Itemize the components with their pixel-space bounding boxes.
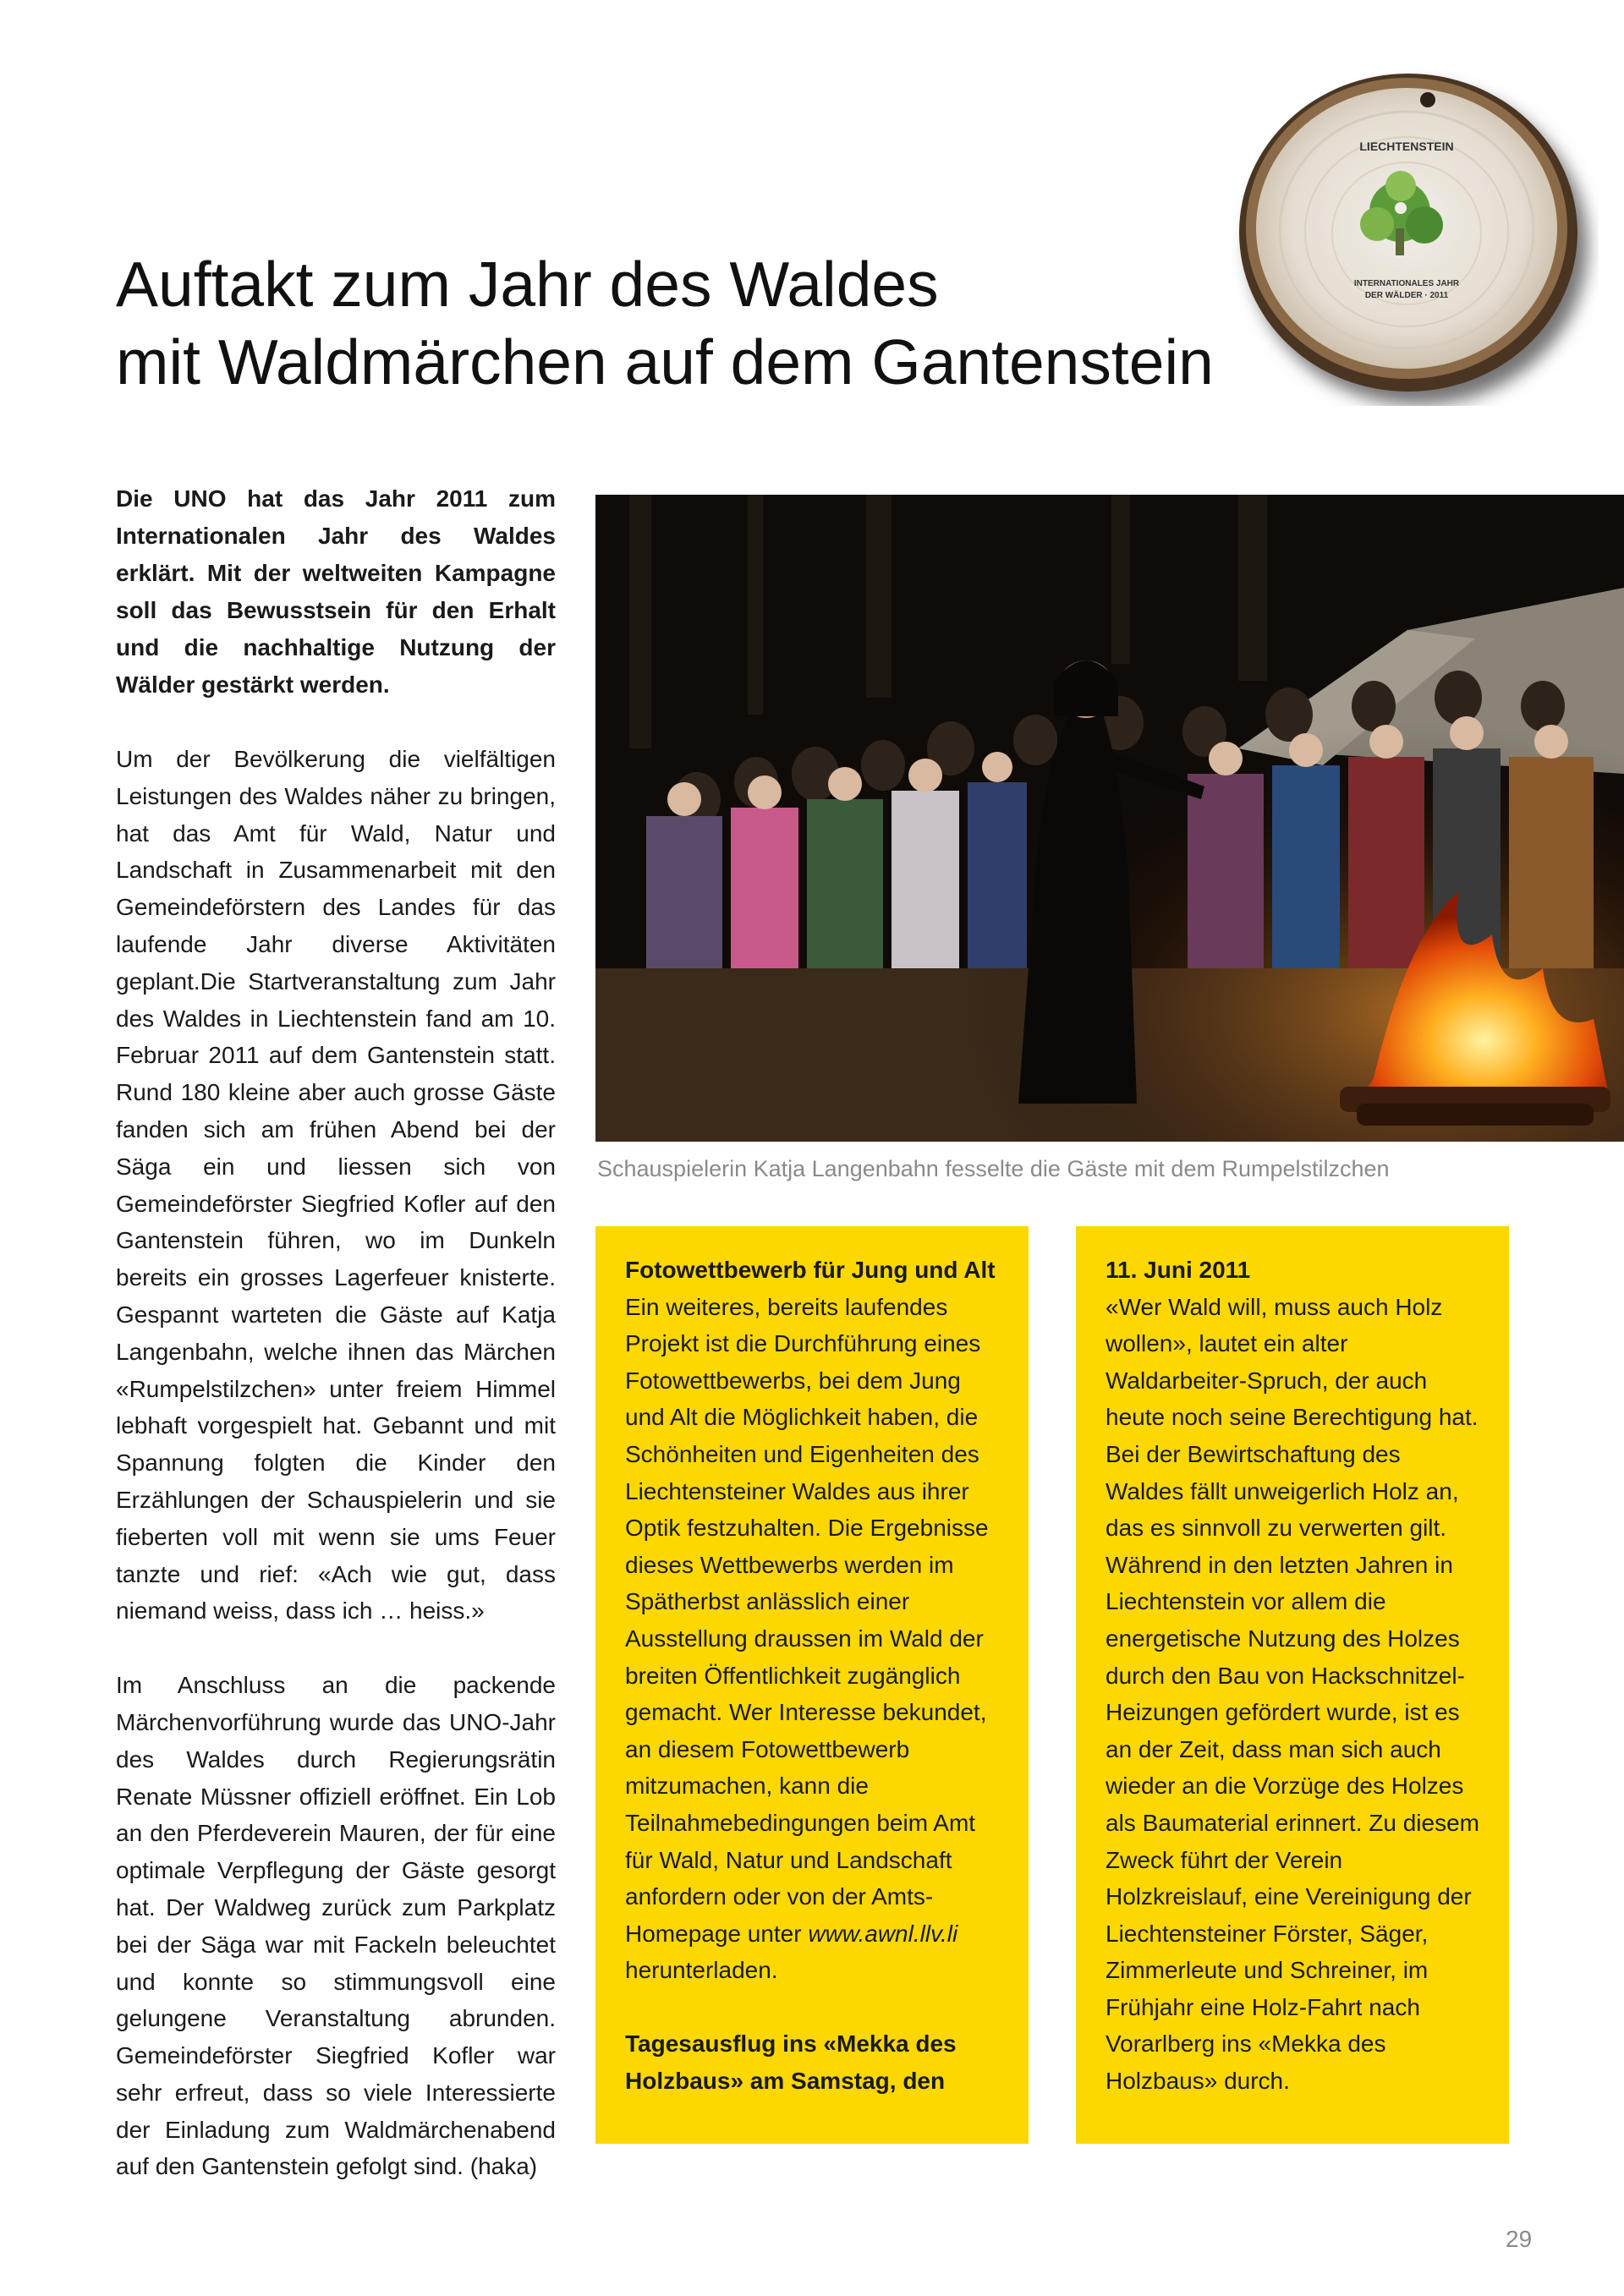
event-photo <box>595 495 1624 1142</box>
article-title <box>116 245 1300 401</box>
box2-heading: 11. Juni 2011 <box>1106 1257 1251 1283</box>
box1-heading-2: Tagesausflug ins «Mekka des Holzbaus» am Samstag, den <box>625 2030 957 2095</box>
title-line-2: mit Waldmärchen auf dem Gantenstein <box>116 326 1214 397</box>
box1-heading: Fotowettbewerb für Jung und Alt <box>625 1257 996 1283</box>
campfire-scene-image <box>595 495 1624 1142</box>
svg-text:INTERNATIONALES JAHR: INTERNATIONALES JAHR <box>1353 279 1460 288</box>
box1-body <box>625 1289 1003 1989</box>
svg-text:DER WÄLDER · 2011: DER WÄLDER · 2011 <box>1364 291 1449 300</box>
body-paragraph-2: Im Anschluss an die packende Märchenvorführung wurde das UNO-Jahr des Waldes durch Regierungsrätin Renate Müssner offiziell eröffnet. Ein Lob an den Pferdeverein Mauren, der für eine optimale Verpflegung der Gäste gesorgt hat. Der Waldweg zurück zum Parkplatz bei der Säga war mit Fackeln beleuchtet und konnte so stimmungsvoll eine gelungene Veranstaltung abrunden. Gemeindeförster Siegfried Kofler war sehr erfreut, dass so viele Interessierte der Einladung zum Waldmärchenabend auf den Gantenstein gefolgt sind. (haka) <box>116 1672 556 2180</box>
page-number: 29 <box>1506 2226 1533 2252</box>
title-line-1: Auftakt zum Jahr des Waldes <box>116 249 939 320</box>
body-paragraph-1: Um der Bevölkerung die vielfältigen Leistungen des Waldes näher zu bringen, hat das Amt für Wald, Natur und Landschaft in Zusammenarbeit mit den Gemeindeförstern des Landes für das laufende Jahr diverse Aktivitäten geplant.Die Startveranstaltung zum Jahr des Waldes in Liechtenstein fand am 10. Februar 2011 auf dem Gantenstein statt. Rund 180 kleine aber auch grosse Gäste fanden sich am frühen Abend bei der Säga ein und liessen sich von Gemeindeförster Siegfried Kofler auf den Gantenstein führen, wo im Dunkeln bereits ein grosses Lagerfeuer knisterte. Gespannt warteten die Gäste auf Katja Langenbahn, welche ihnen das Märchen «Rumpelstilzchen» unter freiem Himmel lebhaft vorgespielt hat. Gebannt und mit Spannung folgten die Kinder den Erzählungen der Schauspielerin und sie fieberten voll mit wenn sie ums Feuer tanzte und rief: «Ach wie gut, dass niemand weiss, dass ich … heiss.» <box>116 746 556 1625</box>
box2-body: «Wer Wald will, muss auch Holz wollen», lautet ein alter Waldarbeiter-Spruch, der auch heute noch seine Berechtigung hat. Bei der Bewirtschaftung des Waldes fällt unweigerlich Holz an, das es sinnvoll zu verwerten gilt. Während in den letzten Jahren in Liechtenstein vor allem die energetische Nutzung des Holzes durch den Bau von Hackschnitzel-Heizungen gefördert wurde, ist es an der Zeit, dass man sich auch wieder an die Vorzüge des Holzes als Baumaterial erinnert. Zu diesem Zweck führt der Verein Holzkreislauf, eine Vereinigung der Liechtensteiner Förster, Säger, Zimmerleute und Schreiner, im Frühjahr eine Holz-Fahrt nach Vorarlberg ins «Mekka des Holzbaus» durch. <box>1106 1293 1479 2095</box>
box1-body-text: Ein weiteres, bereits laufendes Projekt ist die Durchführung eines Fotowettbewerbs, bei dem Jung und Alt die Möglichkeit haben, die Schönheiten und Eigenheiten des Liechtensteiner Waldes aus ihrer Optik festzuhalten. Die Ergebnisse dieses Wettbewerbs werden im Spätherbst anlässlich einer Ausstellung draussen im Wald der breiten Öffentlichkeit zugänglich gemacht. Wer Interesse bekundet, an diesem Fotowettbewerb mitzumachen, kann die Teilnahmebedingungen beim Amt für Wald, Natur und Landschaft anfordern oder von der Amts-Homepage unter <box>625 1293 989 1947</box>
lead-paragraph: Die UNO hat das Jahr 2011 zum Internationalen Jahr des Waldes erklärt. Mit der weltweiten Kampagne soll das Bewusstsein für den Erhalt und die nachhaltige Nutzung der Wälder gestärkt werden. <box>116 485 556 698</box>
svg-text:LIECHTENSTEIN: LIECHTENSTEIN <box>1359 140 1454 153</box>
info-box-photo-contest <box>595 1226 1029 2144</box>
left-column <box>116 480 556 2222</box>
homepage-link[interactable]: www.awnl.llv.li <box>808 1920 958 1947</box>
box1-body-end: herunterladen. <box>625 1957 778 1984</box>
photo-caption: Schauspielerin Katja Langenbahn fesselte die Gäste mit dem Rumpelstilzchen <box>597 1156 1390 1181</box>
info-box-day-trip <box>1076 1226 1509 2144</box>
